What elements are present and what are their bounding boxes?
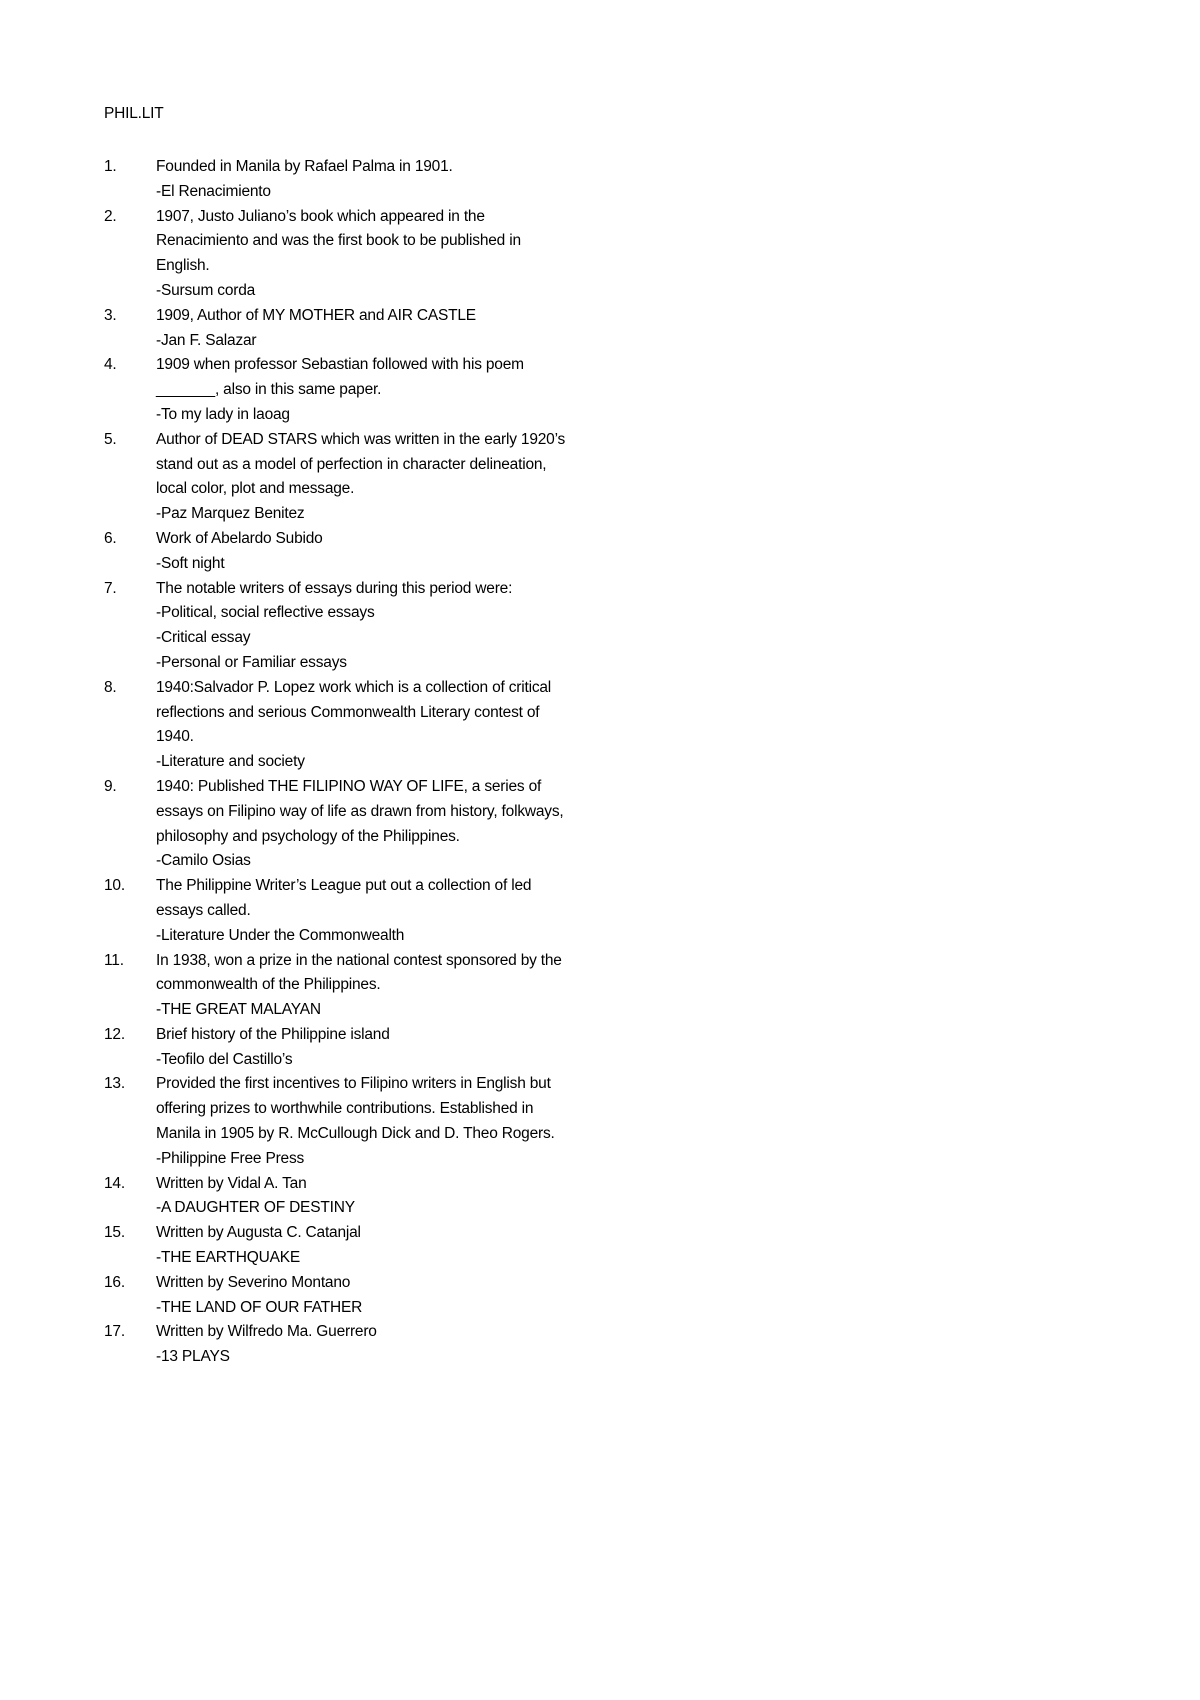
item-question: Work of Abelardo Subido [156, 529, 323, 547]
item-answer: -Philippine Free Press [156, 1149, 305, 1167]
item-number: 11. [104, 951, 124, 969]
item-question: 1940:Salvador P. Lopez work which is a collection of critical reflections and serious Commonwealth Literary contest of 1940. [156, 678, 552, 746]
item-answer: -To my lady in laoag [156, 405, 290, 423]
item-answer: -Camilo Osias [156, 852, 251, 870]
item-question: Provided the first incentives to Filipino writers in English but offering prizes to worthwhile contributions. Established in Manila in 1905 by R. McCullough Dick and D. Theo Rogers. [156, 1075, 555, 1143]
item-question: 1909 when professor Sebastian followed with his poem _______, also in this same paper. [156, 356, 524, 399]
item-question: Written by Severino Montano [156, 1273, 351, 1291]
item-answer: -THE LAND OF OUR FATHER [156, 1298, 363, 1316]
item-answer: -13 PLAYS [156, 1348, 230, 1366]
list-item [104, 428, 574, 527]
list-item [104, 353, 574, 427]
list-item [104, 1072, 574, 1171]
item-answer: -Literature Under the Commonwealth [156, 926, 405, 944]
question-list [104, 155, 574, 1370]
item-question: 1940: Published THE FILIPINO WAY OF LIFE, a series of essays on Filipino way of life as drawn from history, folkways, philosophy and psychology of the Philippines. [156, 777, 564, 845]
list-item [104, 1172, 574, 1222]
list-item [104, 304, 574, 354]
item-number: 12. [104, 1025, 125, 1043]
item-number: 1. [104, 158, 117, 175]
item-number: 5. [104, 430, 117, 448]
item-number: 8. [104, 678, 117, 696]
item-answer: -Jan F. Salazar [156, 331, 257, 349]
item-number: 9. [104, 777, 117, 795]
item-answer: -THE GREAT MALAYAN [156, 1001, 321, 1019]
list-item [104, 676, 574, 775]
item-number: 3. [104, 306, 117, 324]
item-answer: -Literature and society [156, 753, 305, 771]
item-answer: -Personal or Familiar essays [156, 653, 347, 671]
item-answer: -Sursum corda [156, 281, 256, 299]
item-number: 10. [104, 877, 125, 895]
item-question: Founded in Manila by Rafael Palma in 1901. [156, 158, 453, 175]
item-answer: -Paz Marquez Benitez [156, 505, 305, 523]
item-number: 2. [104, 207, 117, 225]
item-question: Author of DEAD STARS which was written in the early 1920’s stand out as a model of perfection in character delineation, local color, plot and message. [156, 430, 566, 498]
list-item [104, 1221, 574, 1271]
item-number: 6. [104, 529, 117, 547]
list-item [104, 1023, 574, 1073]
item-answer: -A DAUGHTER OF DESTINY [156, 1199, 355, 1217]
item-question: 1909, Author of MY MOTHER and AIR CASTLE [156, 306, 476, 324]
item-number: 14. [104, 1174, 125, 1192]
list-item [104, 1271, 574, 1321]
list-item [104, 527, 574, 577]
item-number: 13. [104, 1075, 125, 1093]
item-answer: -Teofilo del Castillo’s [156, 1050, 293, 1068]
item-number: 15. [104, 1224, 125, 1242]
item-answer: -Critical essay [156, 629, 251, 647]
item-question: 1907, Justo Juliano’s book which appeared in the Renacimiento and was the first book to be published in English. [156, 207, 521, 275]
item-number: 17. [104, 1323, 125, 1341]
item-number: 4. [104, 356, 117, 374]
item-question: The Philippine Writer’s League put out a collection of led essays called. [156, 877, 532, 919]
list-item [104, 1320, 574, 1370]
item-question: Written by Vidal A. Tan [156, 1174, 307, 1192]
item-question: Written by Wilfredo Ma. Guerrero [156, 1323, 377, 1341]
list-item [104, 205, 574, 304]
list-item [104, 155, 574, 205]
item-number: 16. [104, 1273, 125, 1291]
item-answer: -Soft night [156, 554, 225, 572]
item-question: In 1938, won a prize in the national contest sponsored by the commonwealth of the Philippines. [156, 951, 562, 994]
item-answer: -Political, social reflective essays [156, 604, 375, 622]
item-question: Brief history of the Philippine island [156, 1025, 390, 1043]
item-question: The notable writers of essays during this period were: [156, 579, 513, 597]
list-item [104, 577, 574, 676]
item-answer: -THE EARTHQUAKE [156, 1249, 300, 1267]
list-item [104, 775, 574, 874]
list-item [104, 949, 574, 1023]
item-answer: -El Renacimiento [156, 182, 271, 200]
item-number: 7. [104, 579, 117, 597]
document-title: PHIL.LIT [104, 105, 164, 122]
list-item [104, 874, 574, 948]
item-question: Written by Augusta C. Catanjal [156, 1224, 361, 1242]
